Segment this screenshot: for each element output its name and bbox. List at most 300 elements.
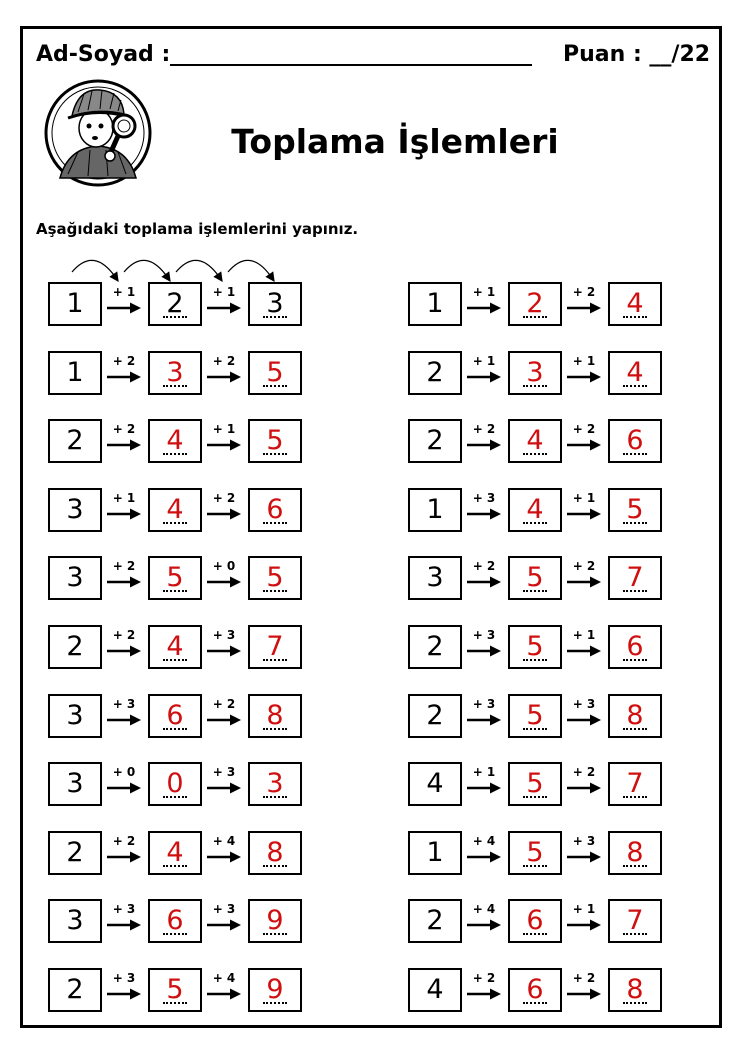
second-step <box>206 899 242 939</box>
first-step <box>466 282 502 322</box>
final-answer-box[interactable] <box>248 488 302 532</box>
second-step <box>206 351 242 391</box>
second-step-label: + 1 <box>212 285 236 299</box>
answer-dotted-line <box>523 796 547 798</box>
first-step <box>466 831 502 871</box>
final-answer-box[interactable] <box>248 899 302 943</box>
right-arrow-icon <box>466 714 502 726</box>
right-arrow-icon <box>466 988 502 1000</box>
right-arrow-icon <box>566 508 602 520</box>
answer-dotted-line <box>523 659 547 661</box>
middle-answer: 5 <box>526 562 544 593</box>
start-number-box <box>48 282 102 326</box>
final-answer-box[interactable] <box>608 831 662 875</box>
middle-answer: 4 <box>166 425 184 456</box>
start-number: 3 <box>66 494 84 525</box>
right-arrow-icon <box>466 851 502 863</box>
middle-answer: 4 <box>166 837 184 868</box>
start-number: 2 <box>66 974 84 1005</box>
final-answer: 7 <box>266 631 284 662</box>
right-arrow-icon <box>206 645 242 657</box>
right-arrow-icon <box>206 302 242 314</box>
middle-answer: 5 <box>526 768 544 799</box>
first-step <box>106 968 142 1008</box>
final-answer-box[interactable] <box>608 625 662 669</box>
second-step <box>206 282 242 322</box>
first-step-label: + 3 <box>472 697 496 711</box>
answer-dotted-line <box>623 865 647 867</box>
answer-dotted-line <box>523 933 547 935</box>
final-answer: 7 <box>626 905 644 936</box>
right-arrow-icon <box>566 919 602 931</box>
right-arrow-icon <box>566 988 602 1000</box>
final-answer-box[interactable] <box>608 968 662 1012</box>
right-arrow-icon <box>466 782 502 794</box>
problem-row <box>48 351 302 395</box>
middle-answer: 4 <box>526 425 544 456</box>
middle-answer: 5 <box>526 837 544 868</box>
answer-dotted-line <box>623 1002 647 1004</box>
answer-dotted-line <box>623 385 647 387</box>
start-number-box <box>408 351 462 395</box>
start-number-box <box>408 899 462 943</box>
answer-dotted-line <box>263 1002 287 1004</box>
second-step-label: + 1 <box>212 422 236 436</box>
right-arrow-icon <box>206 576 242 588</box>
right-arrow-icon <box>466 371 502 383</box>
middle-answer-box[interactable] <box>508 831 562 875</box>
right-arrow-icon <box>206 782 242 794</box>
answer-dotted-line <box>263 933 287 935</box>
final-answer-box[interactable] <box>608 899 662 943</box>
second-step <box>206 968 242 1008</box>
problem-row <box>408 351 662 395</box>
first-step-label: + 3 <box>112 697 136 711</box>
first-step-label: + 1 <box>472 285 496 299</box>
first-step <box>106 351 142 391</box>
middle-answer-box[interactable] <box>148 419 202 463</box>
start-number-box <box>408 831 462 875</box>
final-answer: 6 <box>626 631 644 662</box>
final-answer-box[interactable] <box>248 556 302 600</box>
start-number: 3 <box>66 700 84 731</box>
middle-answer-box[interactable] <box>148 625 202 669</box>
final-answer: 9 <box>266 974 284 1005</box>
start-number: 2 <box>426 700 444 731</box>
middle-answer-box[interactable] <box>148 351 202 395</box>
answer-dotted-line <box>163 385 187 387</box>
answer-dotted-line <box>523 522 547 524</box>
score-label: Puan : __/22 <box>563 42 711 67</box>
answer-dotted-line <box>163 453 187 455</box>
second-step-label: + 4 <box>212 971 236 985</box>
answer-dotted-line <box>263 316 287 318</box>
middle-answer: 3 <box>166 357 184 388</box>
right-arrow-icon <box>106 919 142 931</box>
right-arrow-icon <box>106 508 142 520</box>
start-number-box <box>408 282 462 326</box>
start-number-box <box>48 762 102 806</box>
final-answer-box[interactable] <box>608 419 662 463</box>
answer-dotted-line <box>263 385 287 387</box>
middle-answer: 4 <box>166 631 184 662</box>
problem-row <box>408 556 662 600</box>
answer-dotted-line <box>523 453 547 455</box>
start-number-box <box>48 694 102 738</box>
problem-row <box>408 899 662 943</box>
answer-dotted-line <box>623 453 647 455</box>
second-step <box>206 762 242 802</box>
answer-dotted-line <box>263 728 287 730</box>
middle-answer-box[interactable] <box>508 899 562 943</box>
second-step-label: + 2 <box>572 285 596 299</box>
right-arrow-icon <box>206 371 242 383</box>
start-number: 4 <box>426 768 444 799</box>
first-step <box>106 694 142 734</box>
final-answer-box[interactable] <box>248 762 302 806</box>
answer-dotted-line <box>163 316 187 318</box>
second-step-label: + 1 <box>572 902 596 916</box>
final-answer-box[interactable] <box>608 762 662 806</box>
middle-answer-box[interactable] <box>508 351 562 395</box>
first-step <box>466 351 502 391</box>
middle-answer-box[interactable] <box>508 282 562 326</box>
problem-row <box>48 899 302 943</box>
final-answer: 3 <box>266 768 284 799</box>
start-number: 2 <box>66 631 84 662</box>
start-number-box <box>408 488 462 532</box>
first-step-label: + 4 <box>472 834 496 848</box>
second-step <box>206 694 242 734</box>
answer-dotted-line <box>523 316 547 318</box>
answer-dotted-line <box>623 728 647 730</box>
answer-dotted-line <box>263 590 287 592</box>
right-arrow-icon <box>106 302 142 314</box>
first-step <box>466 419 502 459</box>
first-step <box>106 282 142 322</box>
right-arrow-icon <box>206 851 242 863</box>
page-title: Toplama İşlemleri <box>231 122 559 161</box>
start-number: 3 <box>426 562 444 593</box>
answer-dotted-line <box>163 659 187 661</box>
right-arrow-icon <box>106 439 142 451</box>
start-number-box <box>408 625 462 669</box>
first-step-label: + 1 <box>112 491 136 505</box>
middle-answer-box[interactable] <box>148 831 202 875</box>
start-number-box <box>48 899 102 943</box>
problem-row <box>48 694 302 738</box>
answer-dotted-line <box>163 1002 187 1004</box>
answer-dotted-line <box>163 933 187 935</box>
start-number: 1 <box>426 494 444 525</box>
final-answer: 8 <box>626 837 644 868</box>
second-step <box>566 694 602 734</box>
right-arrow-icon <box>566 782 602 794</box>
answer-dotted-line <box>163 728 187 730</box>
right-arrow-icon <box>106 576 142 588</box>
second-step-label: + 1 <box>572 491 596 505</box>
second-step-label: + 2 <box>572 422 596 436</box>
first-step <box>106 831 142 871</box>
answer-dotted-line <box>163 590 187 592</box>
start-number-box <box>48 419 102 463</box>
start-number-box <box>408 556 462 600</box>
second-step <box>566 831 602 871</box>
final-answer: 5 <box>266 425 284 456</box>
first-step <box>466 488 502 528</box>
second-step <box>206 625 242 665</box>
instruction-text: Aşağıdaki toplama işlemlerini yapınız. <box>36 220 359 238</box>
start-number-box <box>48 351 102 395</box>
final-answer: 5 <box>626 494 644 525</box>
middle-answer-box[interactable] <box>148 694 202 738</box>
middle-answer: 2 <box>166 288 184 319</box>
middle-answer: 0 <box>166 768 184 799</box>
middle-answer-box[interactable] <box>148 899 202 943</box>
answer-dotted-line <box>263 659 287 661</box>
second-step <box>566 351 602 391</box>
middle-answer-box[interactable] <box>148 282 202 326</box>
right-arrow-icon <box>566 714 602 726</box>
start-number: 1 <box>66 357 84 388</box>
answer-dotted-line <box>623 659 647 661</box>
right-arrow-icon <box>566 371 602 383</box>
start-number: 2 <box>66 837 84 868</box>
middle-answer-box[interactable] <box>508 762 562 806</box>
second-step-label: + 4 <box>212 834 236 848</box>
first-step-label: + 2 <box>472 422 496 436</box>
problem-row <box>48 419 302 463</box>
problem-row <box>408 419 662 463</box>
start-number: 1 <box>426 288 444 319</box>
second-step <box>566 556 602 596</box>
second-step-label: + 2 <box>572 559 596 573</box>
middle-answer: 4 <box>526 494 544 525</box>
start-number: 1 <box>426 837 444 868</box>
answer-dotted-line <box>623 933 647 935</box>
start-number-box <box>48 488 102 532</box>
second-step-label: + 3 <box>212 902 236 916</box>
answer-dotted-line <box>163 522 187 524</box>
start-number-box <box>408 762 462 806</box>
problem-row <box>48 968 302 1012</box>
middle-answer-box[interactable] <box>508 625 562 669</box>
final-answer: 3 <box>266 288 284 319</box>
middle-answer: 6 <box>526 974 544 1005</box>
middle-answer: 6 <box>166 700 184 731</box>
second-step <box>566 968 602 1008</box>
right-arrow-icon <box>466 645 502 657</box>
second-step-label: + 3 <box>572 834 596 848</box>
problem-row <box>408 625 662 669</box>
start-number: 4 <box>426 974 444 1005</box>
first-step-label: + 1 <box>112 285 136 299</box>
final-answer-box[interactable] <box>608 488 662 532</box>
second-step-label: + 2 <box>572 971 596 985</box>
second-step-label: + 0 <box>212 559 236 573</box>
middle-answer-box[interactable] <box>148 968 202 1012</box>
second-step-label: + 2 <box>212 354 236 368</box>
final-answer: 4 <box>626 357 644 388</box>
final-answer: 8 <box>266 837 284 868</box>
problem-row <box>408 762 662 806</box>
final-answer-box[interactable] <box>608 351 662 395</box>
first-step <box>106 419 142 459</box>
right-arrow-icon <box>106 645 142 657</box>
final-answer: 5 <box>266 357 284 388</box>
second-step-label: + 2 <box>212 697 236 711</box>
final-answer: 8 <box>626 700 644 731</box>
answer-dotted-line <box>523 385 547 387</box>
second-step <box>566 762 602 802</box>
first-step-label: + 3 <box>472 628 496 642</box>
second-step-label: + 1 <box>572 628 596 642</box>
problem-row <box>48 282 302 326</box>
first-step-label: + 4 <box>472 902 496 916</box>
final-answer-box[interactable] <box>248 351 302 395</box>
answer-dotted-line <box>263 865 287 867</box>
right-arrow-icon <box>206 439 242 451</box>
second-step <box>566 625 602 665</box>
final-answer-box[interactable] <box>248 625 302 669</box>
first-step-label: + 2 <box>472 559 496 573</box>
final-answer: 6 <box>626 425 644 456</box>
final-answer: 8 <box>626 974 644 1005</box>
right-arrow-icon <box>106 371 142 383</box>
problem-row <box>408 282 662 326</box>
middle-answer: 6 <box>166 905 184 936</box>
final-answer: 4 <box>626 288 644 319</box>
start-number: 2 <box>426 631 444 662</box>
answer-dotted-line <box>523 728 547 730</box>
second-step <box>566 282 602 322</box>
right-arrow-icon <box>206 919 242 931</box>
right-arrow-icon <box>566 576 602 588</box>
first-step <box>466 556 502 596</box>
right-arrow-icon <box>566 439 602 451</box>
problem-row <box>48 831 302 875</box>
right-arrow-icon <box>206 988 242 1000</box>
right-arrow-icon <box>566 851 602 863</box>
problem-row <box>408 488 662 532</box>
right-arrow-icon <box>466 302 502 314</box>
middle-answer-box[interactable] <box>508 556 562 600</box>
start-number: 3 <box>66 768 84 799</box>
start-number-box <box>408 694 462 738</box>
final-answer-box[interactable] <box>248 419 302 463</box>
name-label: Ad-Soyad : <box>36 42 171 67</box>
middle-answer-box[interactable] <box>508 488 562 532</box>
second-step-label: + 1 <box>572 354 596 368</box>
answer-dotted-line <box>623 316 647 318</box>
final-answer: 7 <box>626 768 644 799</box>
problem-row <box>48 625 302 669</box>
start-number: 3 <box>66 562 84 593</box>
middle-answer: 4 <box>166 494 184 525</box>
second-step <box>206 419 242 459</box>
answer-dotted-line <box>623 522 647 524</box>
answer-dotted-line <box>263 522 287 524</box>
final-answer-box[interactable] <box>248 694 302 738</box>
final-answer-box[interactable] <box>248 282 302 326</box>
middle-answer: 2 <box>526 288 544 319</box>
start-number: 2 <box>66 425 84 456</box>
second-step-label: + 2 <box>572 765 596 779</box>
final-answer-box[interactable] <box>608 282 662 326</box>
first-step <box>106 488 142 528</box>
middle-answer: 5 <box>166 562 184 593</box>
second-step <box>206 488 242 528</box>
first-step <box>466 625 502 665</box>
start-number-box <box>48 831 102 875</box>
answer-dotted-line <box>523 590 547 592</box>
first-step <box>106 556 142 596</box>
first-step-label: + 0 <box>112 765 136 779</box>
right-arrow-icon <box>206 508 242 520</box>
final-answer-box[interactable] <box>248 968 302 1012</box>
right-arrow-icon <box>566 302 602 314</box>
problem-row <box>48 762 302 806</box>
final-answer-box[interactable] <box>608 694 662 738</box>
start-number: 3 <box>66 905 84 936</box>
second-step <box>206 831 242 871</box>
name-line[interactable] <box>170 64 532 66</box>
answer-dotted-line <box>623 590 647 592</box>
right-arrow-icon <box>466 508 502 520</box>
problem-row <box>408 694 662 738</box>
first-step <box>466 762 502 802</box>
right-arrow-icon <box>106 851 142 863</box>
final-answer: 5 <box>266 562 284 593</box>
middle-answer-box[interactable] <box>508 694 562 738</box>
middle-answer-box[interactable] <box>148 762 202 806</box>
start-number: 2 <box>426 905 444 936</box>
first-step <box>466 968 502 1008</box>
first-step-label: + 1 <box>472 354 496 368</box>
answer-dotted-line <box>523 865 547 867</box>
final-answer-box[interactable] <box>608 556 662 600</box>
right-arrow-icon <box>106 714 142 726</box>
second-step-label: + 3 <box>212 765 236 779</box>
second-step-label: + 3 <box>572 697 596 711</box>
start-number-box <box>48 625 102 669</box>
answer-dotted-line <box>263 796 287 798</box>
middle-answer-box[interactable] <box>148 488 202 532</box>
first-step <box>106 625 142 665</box>
middle-answer-box[interactable] <box>508 968 562 1012</box>
final-answer: 8 <box>266 700 284 731</box>
first-step <box>466 694 502 734</box>
final-answer-box[interactable] <box>248 831 302 875</box>
first-step-label: + 2 <box>112 354 136 368</box>
answer-dotted-line <box>163 865 187 867</box>
start-number-box <box>408 419 462 463</box>
second-step <box>566 419 602 459</box>
middle-answer-box[interactable] <box>148 556 202 600</box>
first-step-label: + 2 <box>472 971 496 985</box>
problem-row <box>48 488 302 532</box>
first-step-label: + 2 <box>112 422 136 436</box>
middle-answer: 6 <box>526 905 544 936</box>
problem-row <box>408 968 662 1012</box>
middle-answer-box[interactable] <box>508 419 562 463</box>
first-step <box>106 899 142 939</box>
final-answer: 6 <box>266 494 284 525</box>
start-number-box <box>48 556 102 600</box>
first-step-label: + 2 <box>112 834 136 848</box>
start-number-box <box>48 968 102 1012</box>
final-answer: 9 <box>266 905 284 936</box>
